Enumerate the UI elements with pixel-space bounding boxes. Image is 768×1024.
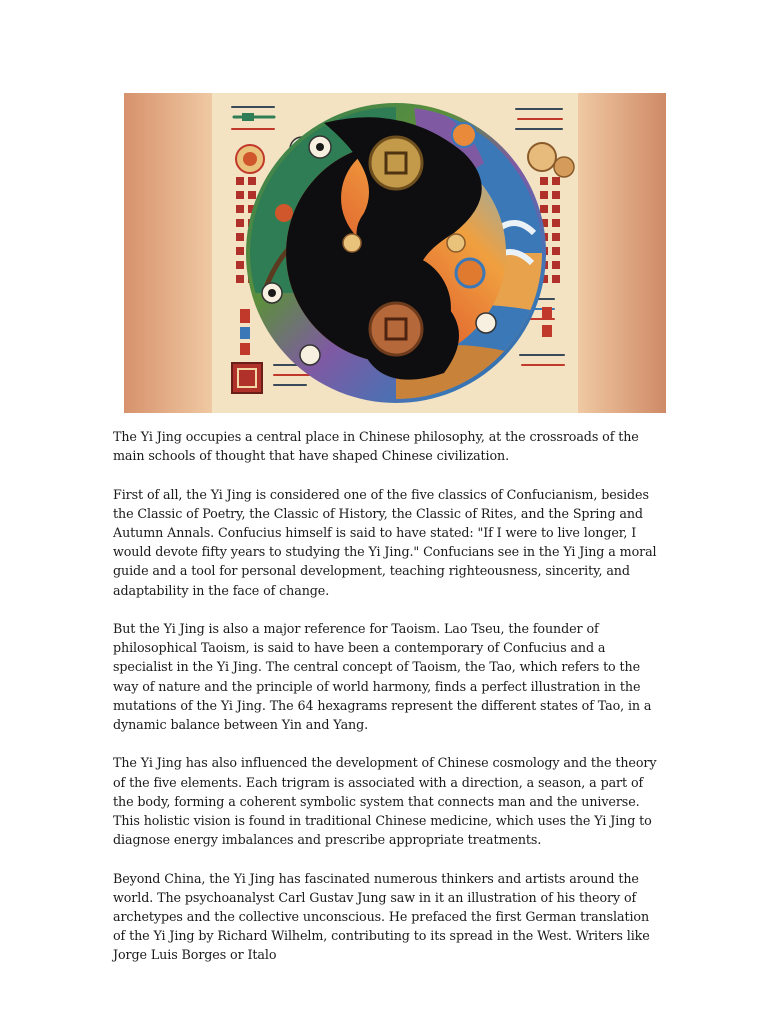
- paragraph-3: But the Yi Jing is also a major reference for Taoism. Lao Tseu, the founder of philosophical Taoism, is said to have been a contemporary of Confucius and a specialist in the Yi Jing. The central concept of Taoism, the Tao, which refers to the way of nature and the principle of world harmony, finds a perfect illustration in the mutations of the Yi Jing. The 64 hexagrams represent the different states of Tao, in a dynamic balance between Yin and Yang.: [113, 621, 652, 733]
- yin-yang-illustration: [124, 93, 666, 413]
- paragraph-4: The Yi Jing has also influenced the development of Chinese cosmology and the theory of the five elements. Each trigram is associated with a direction, a season, a part of the body, forming a coherent symbolic system that connects man and the universe. This holistic vision is found in traditional Chinese medicine, which uses the Yi Jing to diagnose energy imbalances and prescribe appropriate treatments.: [113, 755, 657, 848]
- yin-yang-artwork: [124, 93, 666, 413]
- paragraph-5: Beyond China, the Yi Jing has fascinated numerous thinkers and artists around the world. The psychoanalyst Carl Gustav Jung saw in it an illustration of his theory of archetypes and the collective unconscious. He prefaced the first German translation of the Yi Jing by Richard Wilhelm, contributing to its spread in the West. Writers like Jorge Luis Borges or Italo: [113, 870, 650, 963]
- yin-yang-disc: [246, 102, 546, 403]
- right-side-band: [578, 93, 666, 413]
- coin-upper: [370, 137, 422, 189]
- article-text: [113, 427, 661, 984]
- paragraph-2: First of all, the Yi Jing is considered one of the five classics of Confucianism, besides the Classic of Poetry, the Classic of History, the Classic of Rites, and the Spring and Autumn Annals. Confucius himself is said to have stated: "If I were to live longer, I would devote fifty years to studying the Yi Jing." Confucians see in the Yi Jing a moral guide and a tool for personal development, teaching righteousness, sincerity, and adaptability in the face of change.: [113, 486, 657, 598]
- paragraph-1: The Yi Jing occupies a central place in Chinese philosophy, at the crossroads of the main schools of thought that have shaped Chinese civilization.: [113, 429, 639, 464]
- left-side-band: [124, 93, 212, 413]
- coin-lower: [370, 303, 422, 355]
